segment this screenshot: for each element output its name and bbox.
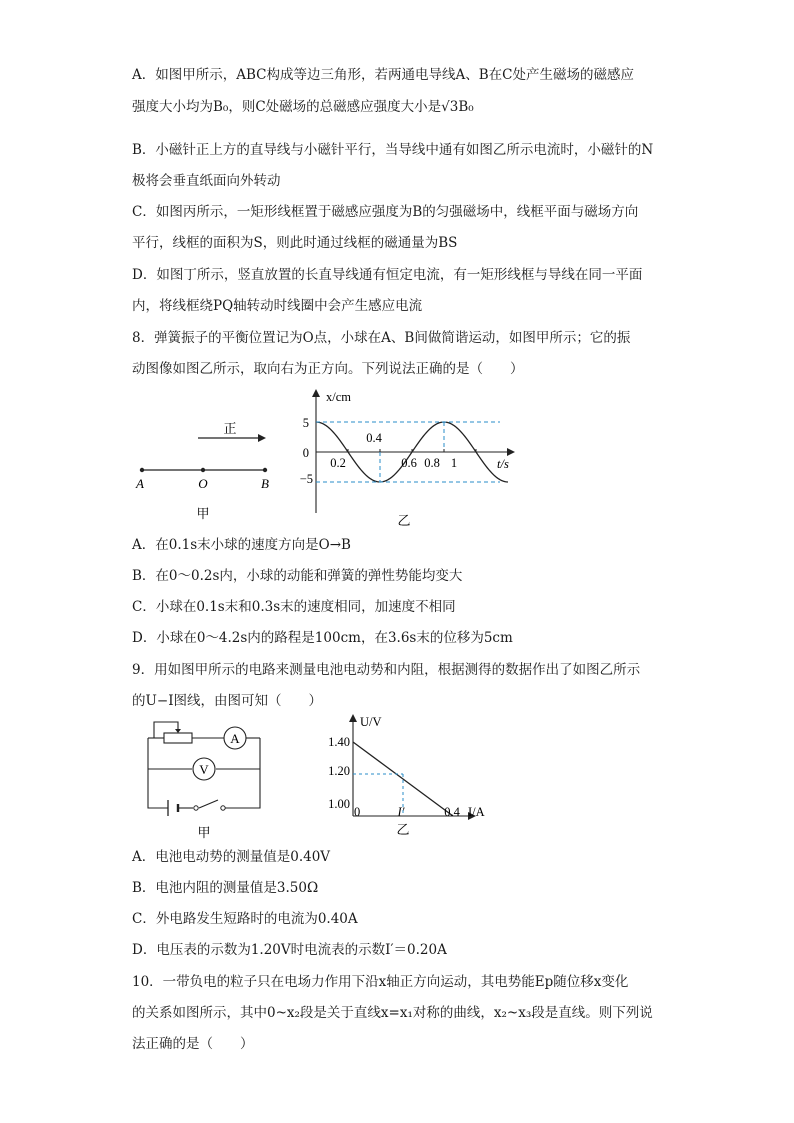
tick-y-neg5: −5 (299, 472, 313, 486)
tick-i-0.4: 0.4 (444, 805, 460, 819)
q9-option-b: B．电池内阻的测量值是3.50Ω (132, 880, 319, 896)
tick-i-prime: I′ (397, 805, 405, 819)
q7-option-a-line1: A．如图甲所示，ABC构成等边三角形，若两通电导线A、B在C处产生磁场的磁感应 (132, 67, 634, 83)
point-a (140, 468, 144, 472)
tick-y-5: 5 (302, 416, 309, 430)
q9-option-d: D．电压表的示数为1.20V时电流表的示数I′＝0.20A (132, 942, 447, 958)
q9-stem-line2: 的U−I图线，由图可知（ ） (132, 693, 323, 709)
switch-contact-icon (221, 806, 225, 810)
ammeter-label: A (230, 731, 240, 746)
point-b (263, 468, 267, 472)
rheostat-icon (164, 733, 192, 743)
q8-stem-line2: 动图像如图乙所示，取向右为正方向。下列说法正确的是（ ） (132, 361, 524, 377)
switch-contact-icon (194, 806, 198, 810)
q9-option-a: A．电池电动势的测量值是0.40V (132, 849, 331, 865)
circuit-right-wire (223, 738, 260, 808)
label-a: A (136, 476, 144, 491)
x-axis-arrow-icon (312, 389, 320, 397)
label-o: O (198, 476, 208, 491)
tick-y-0: 0 (302, 446, 309, 460)
voltmeter-label: V (199, 762, 209, 777)
q9-option-c: C．外电路发生短路时的电流为0.40A (132, 911, 358, 927)
q9-stem-line1: 9．用如图甲所示的电路来测量电池电动势和内阻，根据测得的数据作出了如图乙所示 (132, 662, 641, 678)
tick-u-1.40: 1.40 (328, 735, 350, 749)
q10-stem-line2: 的关系如图所示，其中0~x₂段是关于直线x=x₁对称的曲线，x₂~x₃段是直线。则下列说 (132, 1005, 653, 1021)
tick-t-0.4: 0.4 (366, 431, 382, 445)
q9-ui-chart (318, 710, 498, 840)
positive-label: 正 (223, 421, 237, 436)
x-axis-label: t/s (497, 457, 509, 471)
q8-option-a: A．在0.1s末小球的速度方向是O→B (132, 537, 351, 553)
label-b: B (261, 476, 269, 491)
t-axis-arrow-icon (507, 448, 515, 456)
q8-stem-line1: 8．弹簧振子的平衡位置记为O点，小球在A、B间做简谐运动，如图甲所示；它的振 (132, 330, 631, 346)
q8-option-c: C．小球在0.1s末和0.3s末的速度相同，加速度不相同 (132, 599, 456, 615)
q8-vibration-chart (292, 385, 522, 530)
q7-option-c-line2: 平行，线框的面积为S，则此时通过线框的磁通量为BS (132, 235, 458, 251)
q10-stem-line1: 10．一带负电的粒子只在电场力作用下沿x轴正方向运动，其电势能Ep随位移x变化 (132, 974, 629, 990)
i-axis-label: I/A (468, 805, 485, 819)
arrow-head-icon (258, 434, 266, 442)
slider-wire (154, 722, 178, 738)
slider-arrow-icon (175, 729, 181, 733)
switch-blade-icon (199, 800, 218, 808)
caption-yi-ui: 乙 (396, 822, 410, 837)
q8-option-b: B．在0～0.2s内，小球的动能和弹簧的弹性势能均变大 (132, 568, 463, 584)
q8-figure-jia (130, 420, 280, 530)
point-o (201, 468, 205, 472)
q7-option-a-line2: 强度大小均为B₀，则C处磁场的总磁感应强度大小是√3B₀ (132, 99, 474, 115)
q7-option-c-line1: C．如图丙所示，一矩形线框置于磁感应强度为B的匀强磁场中，线框平面与磁场方向 (132, 204, 639, 220)
tick-i-0: 0 (354, 805, 361, 819)
q7-option-b-line2: 极将会垂直纸面向外转动 (132, 173, 281, 189)
q10-stem-line3: 法正确的是（ ） (132, 1036, 254, 1052)
u-axis-label: U/V (360, 715, 382, 729)
tick-t-0.6: 0.6 (401, 456, 417, 470)
tick-t-0.8: 0.8 (424, 456, 440, 470)
u-axis-arrow-icon (349, 714, 357, 722)
q7-option-d-line2: 内，将线框绕PQ轴转动时线圈中会产生感应电流 (132, 298, 423, 314)
q9-circuit-figure (138, 718, 268, 843)
y-axis-label: x/cm (326, 390, 351, 404)
caption-jia-circuit: 甲 (197, 825, 211, 840)
circuit-left-wire (148, 738, 168, 808)
tick-t-1: 1 (450, 456, 458, 470)
q7-option-d-line1: D．如图丁所示，竖直放置的长直导线通有恒定电流，有一矩形线框与导线在同一平面 (132, 267, 643, 283)
tick-t-0.2: 0.2 (330, 456, 346, 470)
caption-jia: 甲 (196, 506, 210, 521)
tick-u-1.20: 1.20 (328, 764, 350, 778)
q8-option-d: D．小球在0～4.2s内的路程是100cm，在3.6s末的位移为5cm (132, 630, 513, 646)
caption-yi: 乙 (397, 513, 411, 528)
q7-option-b-line1: B．小磁针正上方的直导线与小磁针平行，当导线中通有如图乙所示电流时，小磁针的N (132, 142, 654, 158)
tick-u-1.00: 1.00 (328, 797, 350, 811)
